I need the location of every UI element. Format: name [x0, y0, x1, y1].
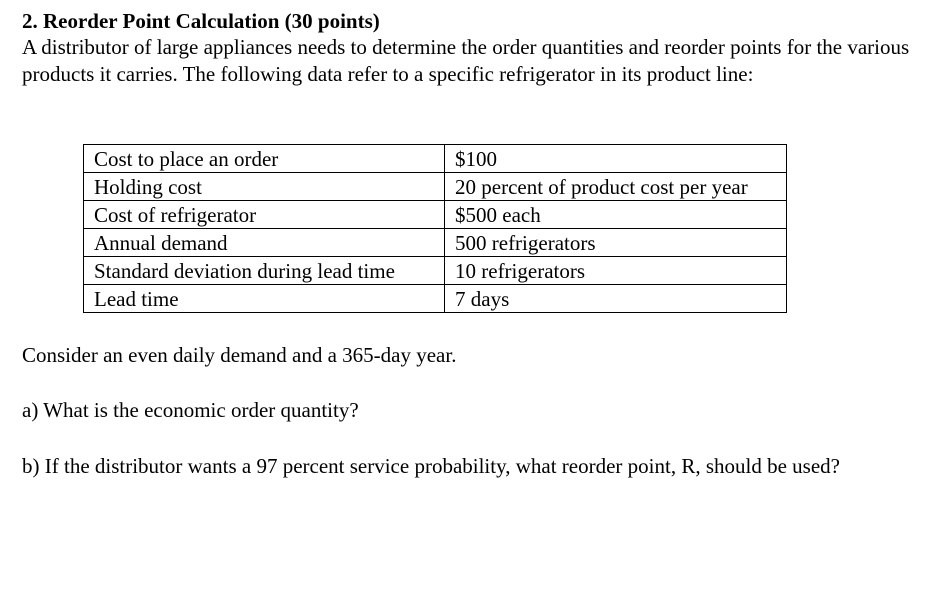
question-a: a) What is the economic order quantity?	[22, 398, 359, 422]
table-row	[84, 201, 787, 229]
parameter-value: 7 days	[445, 285, 787, 313]
parameter-value: 20 percent of product cost per year	[445, 173, 787, 201]
problem-title: 2. Reorder Point Calculation (30 points)	[22, 9, 380, 33]
assumption-note: Consider an even daily demand and a 365-day year.	[22, 343, 457, 367]
parameter-label: Standard deviation during lead time	[84, 257, 445, 285]
parameter-label: Annual demand	[84, 229, 445, 257]
parameter-value: 10 refrigerators	[445, 257, 787, 285]
table-row	[84, 257, 787, 285]
table-row	[84, 285, 787, 313]
parameter-label: Cost to place an order	[84, 145, 445, 173]
table-row	[84, 229, 787, 257]
parameter-value: $500 each	[445, 201, 787, 229]
data-table	[83, 144, 787, 313]
parameter-label: Holding cost	[84, 173, 445, 201]
table-row	[84, 145, 787, 173]
table-row	[84, 173, 787, 201]
parameter-value: 500 refrigerators	[445, 229, 787, 257]
problem-header	[22, 8, 922, 88]
parameter-label: Cost of refrigerator	[84, 201, 445, 229]
parameter-label: Lead time	[84, 285, 445, 313]
problem-intro: A distributor of large appliances needs to determine the order quantities and reorder points for the various products it carries. The following data refer to a specific refrigerator in its product line:	[22, 35, 910, 86]
parameter-value: $100	[445, 145, 787, 173]
question-b: b) If the distributor wants a 97 percent service probability, what reorder point, R, should be used?	[22, 454, 840, 478]
